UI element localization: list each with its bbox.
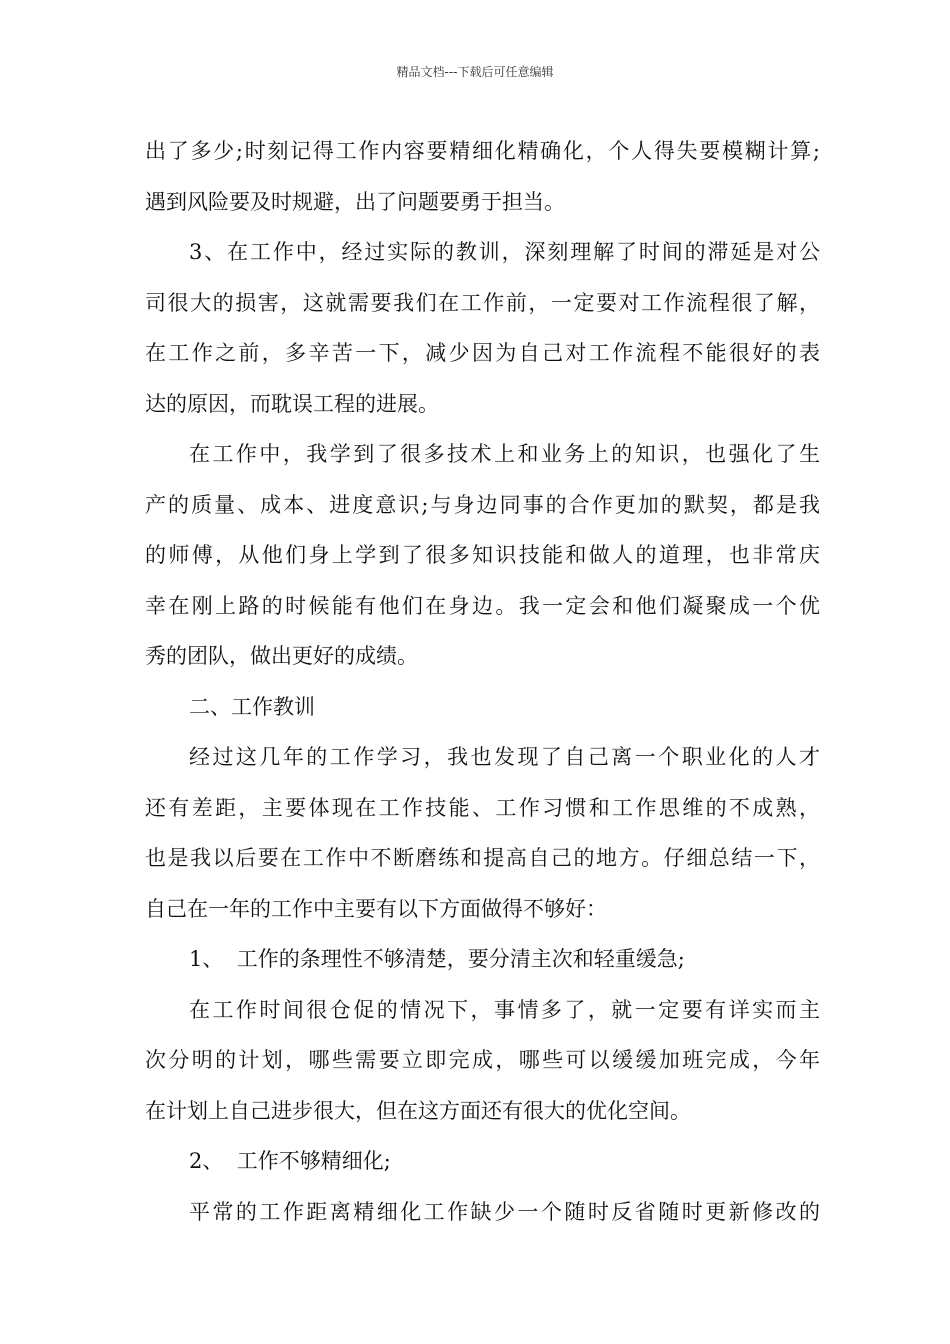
text-line: 的师傅，从他们身上学到了很多知识技能和做人的道理，也非常庆 <box>145 543 820 567</box>
text-line: 还有差距，主要体现在工作技能、工作习惯和工作思维的不成熟， <box>145 795 820 820</box>
text-line: 经过这几年的工作学习，我也发现了自己离一个职业化的人才 <box>189 745 820 769</box>
text-line: 遇到风险要及时规避，出了问题要勇于担当。 <box>145 189 565 214</box>
text-line: 3、在工作中，经过实际的教训，深刻理解了时间的滞延是对公 <box>189 240 820 264</box>
document-body <box>145 126 820 1237</box>
list-item: 2、 工作不够精细化; <box>189 1149 391 1173</box>
text-line: 在工作之前，多辛苦一下，减少因为自己对工作流程不能很好的表 <box>145 341 820 365</box>
text-line: 自己在一年的工作中主要有以下方面做得不够好： <box>145 896 607 921</box>
text-line: 秀的团队，做出更好的成绩。 <box>145 644 418 668</box>
text-line: 在计划上自己进步很大，但在这方面还有很大的优化空间。 <box>145 1098 691 1123</box>
text-line: 次分明的计划，哪些需要立即完成，哪些可以缓缓加班完成，今年 <box>145 1048 820 1072</box>
text-line: 司很大的损害，这就需要我们在工作前，一定要对工作流程很了解， <box>145 290 820 315</box>
text-line: 在工作时间很仓促的情况下，事情多了，就一定要有详实而主 <box>189 997 820 1022</box>
page-header: 精品文档---下载后可任意编辑 <box>396 65 554 79</box>
list-item: 1、 工作的条理性不够清楚，要分清主次和轻重缓急; <box>189 947 685 971</box>
text-line: 达的原因，而耽误工程的进展。 <box>145 391 439 416</box>
section-heading: 二、工作教训 <box>189 694 315 719</box>
text-line: 产的质量、成本、进度意识;与身边同事的合作更加的默契，都是我 <box>145 492 820 517</box>
text-line: 在工作中，我学到了很多技术上和业务上的知识，也强化了生 <box>189 442 820 466</box>
text-line: 平常的工作距离精细化工作缺少一个随时反省随时更新修改的 <box>189 1199 820 1224</box>
text-line: 也是我以后要在工作中不断磨练和提高自己的地方。仔细总结一下， <box>145 846 820 870</box>
text-line: 出了多少;时刻记得工作内容要精细化精确化，个人得失要模糊计算; <box>145 139 820 163</box>
text-line: 幸在刚上路的时候能有他们在身边。我一定会和他们凝聚成一个优 <box>145 593 820 618</box>
